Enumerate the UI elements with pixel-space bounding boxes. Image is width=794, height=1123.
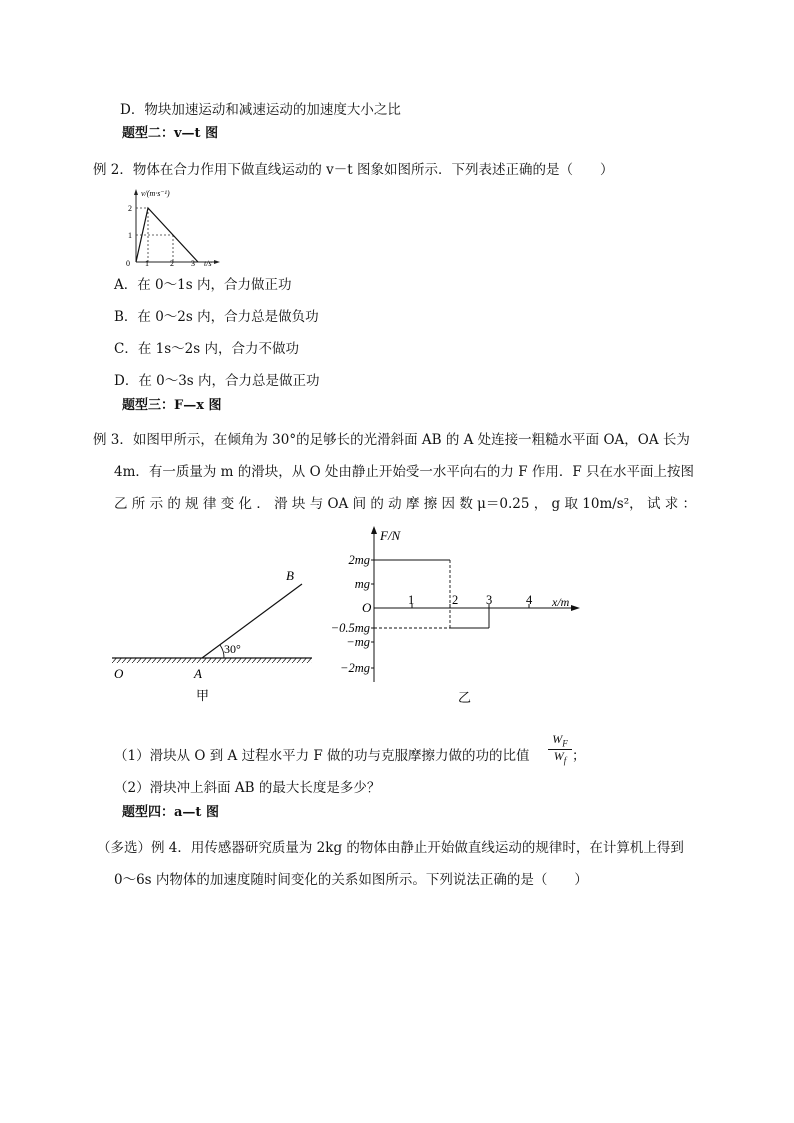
vt-y-label: v/(m·s⁻¹) (141, 189, 170, 198)
label-o: O (114, 666, 124, 681)
fx-ytick-2mg: 2mg (348, 553, 370, 567)
fx-xtick-3: 3 (486, 593, 493, 607)
vt-xtick-2: 2 (170, 259, 174, 268)
caption-jia: 甲 (196, 688, 210, 703)
vt-chart (112, 186, 224, 268)
fx-y-label: F/N (380, 528, 401, 543)
example-4-line-2: 0～6s 内物体的加速度随时间变化的关系如图所示。下列说法正确的是（ ） (114, 872, 588, 888)
fx-x-label: x/m (552, 595, 570, 609)
example-3-line-3: 乙 所 示 的 规 律 变 化 ． 滑 块 与 OA 间 的 动 摩 擦 因 数 μ＝0.25 ， g 取 10m/s²， 试 求 ： (114, 496, 697, 512)
incline-ab (202, 584, 302, 658)
option-d-prev: D．物块加速运动和减速运动的加速度大小之比 (120, 102, 401, 118)
angle-label: 30° (224, 642, 241, 656)
figure-jia (108, 560, 323, 710)
sub-question-2: （2）滑块冲上斜面 AB 的最大长度是多少？ (114, 780, 381, 796)
option-d: D．在 0～3s 内，合力总是做正功 (114, 373, 320, 389)
example-4-line-1: （多选）例 4．用传感器研究质量为 2kg 的物体由静止开始做直线运动的规律时，在计算机上得到 (97, 840, 684, 856)
vt-origin: 0 (126, 259, 130, 268)
fx-origin: O (362, 600, 372, 615)
option-b: B．在 0～2s 内，合力总是做负功 (114, 309, 319, 325)
fx-xtick-2: 2 (452, 593, 459, 607)
heading-type-3: 题型三：F—x 图 (122, 398, 222, 413)
heading-type-4: 题型四：a—t 图 (122, 805, 219, 820)
option-c: C．在 1s～2s 内，合力不做功 (114, 341, 299, 357)
fx-xtick-4: 4 (526, 593, 533, 607)
caption-yi: 乙 (458, 690, 472, 705)
example-3-line-1: 例 3．如图甲所示，在倾角为 30°的足够长的光滑斜面 AB 的 A 处连接一粗糙水平面 OA，OA 长为 (93, 432, 690, 448)
heading-type-2: 题型二：v—t 图 (122, 126, 219, 141)
sub-question-1-end: ； (572, 748, 586, 764)
vt-ytick-2: 2 (128, 204, 132, 213)
vt-ytick-1: 1 (128, 231, 132, 240)
example-2-question: 例 2．物体在合力作用下做直线运动的 v－t 图象如图所示．下列表述正确的是（ ） (93, 162, 614, 178)
vt-x-label: t/s (204, 259, 212, 268)
fx-ytick-mg: mg (354, 577, 370, 591)
sub-question-1: （1）滑块从 O 到 A 过程水平力 F 做的功与克服摩擦力做的功的比值 (114, 748, 530, 764)
vt-xtick-1: 1 (145, 259, 149, 268)
label-b: B (286, 568, 294, 583)
fx-xtick-1: 1 (408, 593, 415, 607)
figure-yi (312, 522, 592, 712)
fx-ytick-neg2mg: −2mg (340, 661, 370, 675)
label-a: A (194, 666, 202, 681)
fx-ytick-negmg: −mg (346, 635, 370, 649)
fraction-numerator: $W_F$ (548, 732, 572, 750)
fx-ytick-neg05mg: −0.5mg (330, 621, 370, 635)
option-a: A．在 0～1s 内，合力做正功 (114, 277, 292, 293)
vt-xtick-3: 3 (191, 259, 195, 268)
fraction-denominator: $W_f$ (553, 749, 567, 766)
example-3-line-2: 4m．有一质量为 m 的滑块，从 O 处由静止开始受一水平向右的力 F 作用．F 只在水平面上按图 (114, 464, 695, 480)
